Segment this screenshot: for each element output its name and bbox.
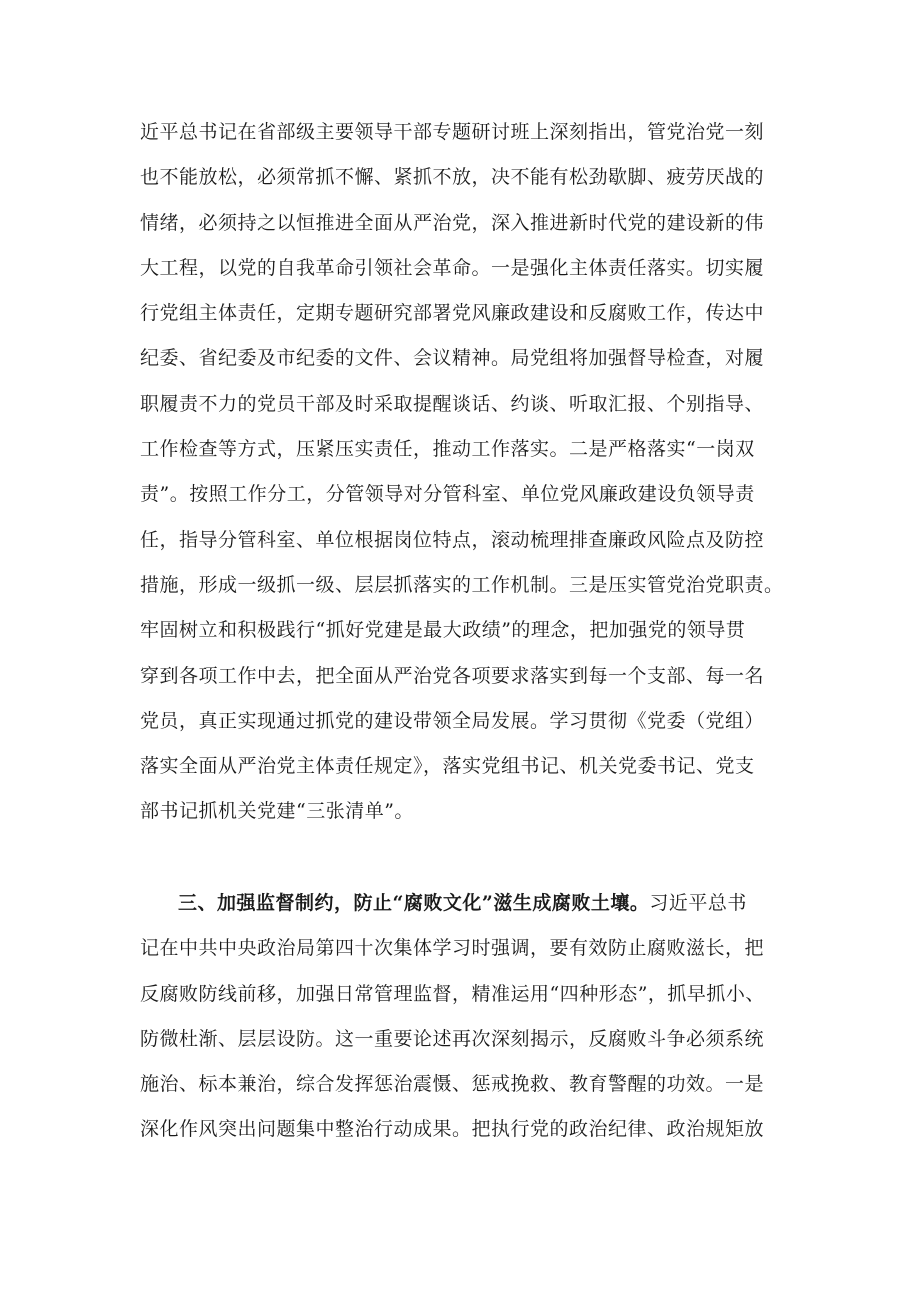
text-line: 大工程，以党的自我革命引领社会革命。一是强化主体责任落实。切实履 bbox=[140, 256, 765, 279]
paragraph-supervision bbox=[140, 881, 790, 1153]
text-line: 职履责不力的党员干部及时采取提醒谈话、约谈、听取汇报、个别指导、 bbox=[140, 392, 765, 415]
text-line: 也不能放松，必须常抓不懈、紧抓不放，决不能有松劲歇脚、疲劳厌战的 bbox=[140, 166, 765, 189]
text-line: 任，指导分管科室、单位根据岗位特点，滚动梳理排查廉政风险点及防控 bbox=[140, 528, 765, 551]
text-line: 施治、标本兼治，综合发挥惩治震慑、惩戒挽救、教育警醒的功效。一是 bbox=[140, 1073, 765, 1096]
text-line: 责”。按照工作分工，分管领导对分管科室、单位党风廉政建设负领导责 bbox=[140, 483, 755, 506]
text-line: 防微杜渐、层层设防。这一重要论述再次深刻揭示，反腐败斗争必须系统 bbox=[140, 1027, 765, 1050]
text-line: 工作检查等方式，压紧压实责任，推动工作落实。二是严格落实“一岗双 bbox=[140, 438, 755, 461]
text-line: 反腐败防线前移，加强日常管理监督，精准运用“四种形态”，抓早抓小、 bbox=[140, 982, 765, 1005]
text-line: 党员，真正实现通过抓党的建设带领全局发展。学习贯彻《党委（党组） bbox=[140, 709, 765, 732]
text-line: 牢固树立和积极践行“抓好党建是最大政绩”的理念，把加强党的领导贯 bbox=[140, 619, 746, 642]
paragraph-first-line bbox=[140, 881, 790, 926]
text-line: 纪委、省纪委及市纪委的文件、会议精神。局党组将加强督导检查，对履 bbox=[140, 347, 765, 370]
section-heading: 三、加强监督制约，防止“腐败文化”滋生成腐败土壤。 bbox=[178, 892, 650, 914]
text-line: 措施，形成一级抓一级、层层抓落实的工作机制。三是压实管党治党职责。 bbox=[140, 573, 784, 596]
text-line: 穿到各项工作中去，把全面从严治党各项要求落实到每一个支部、每一名 bbox=[140, 664, 765, 687]
text-line: 行党组主体责任，定期专题研究部署党风廉政建设和反腐败工作，传达中 bbox=[140, 302, 765, 325]
text-line: 情绪，必须持之以恒推进全面从严治党，深入推进新时代党的建设新的伟 bbox=[140, 211, 765, 234]
text-line: 记在中共中央政治局第四十次集体学习时强调，要有效防止腐败滋长，把 bbox=[140, 937, 765, 960]
text-line: 部书记抓机关党建“三张清单”。 bbox=[140, 800, 414, 823]
text-line: 近平总书记在省部级主要领导干部专题研讨班上深刻指出，管党治党一刻 bbox=[140, 121, 765, 143]
text-line: 落实全面从严治党主体责任规定》，落实党组书记、机关党委书记、党支 bbox=[140, 755, 755, 778]
heading-line-continuation: 习近平总书 bbox=[649, 892, 747, 914]
paragraph-party-governance bbox=[140, 110, 790, 835]
text-line: 深化作风突出问题集中整治行动成果。把执行党的政治纪律、政治规矩放 bbox=[140, 1118, 765, 1141]
